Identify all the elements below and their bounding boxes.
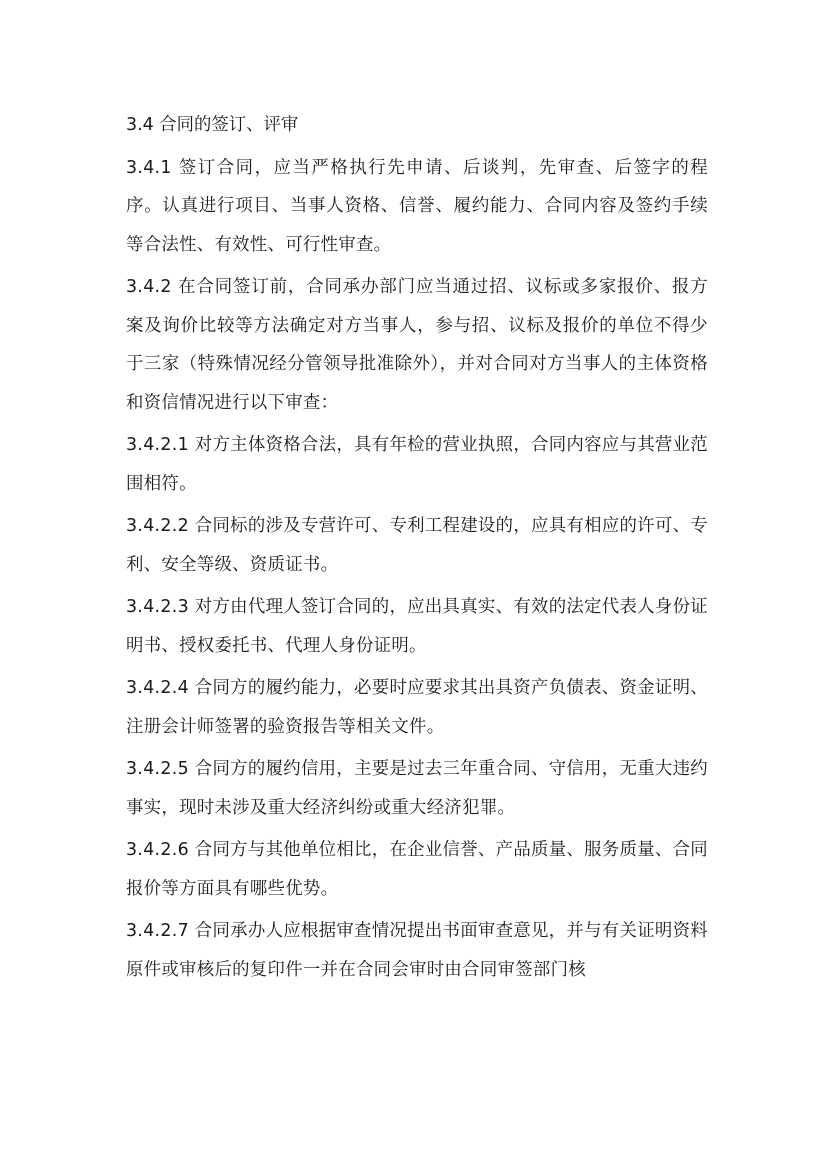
paragraph-3-4-2-5: 3.4.2.5 合同方的履约信用，主要是过去三年重合同、守信用，无重大违约事实，现时未涉及重大经济纠纷或重大经济犯罪。 bbox=[126, 759, 708, 818]
paragraph-3-4-1: 3.4.1 签订合同，应当严格执行先申请、后谈判，先审查、后签字的程序。认真进行项目、当事人资格、信誉、履约能力、合同内容及签约手续等合法性、有效性、可行性审查。 bbox=[126, 157, 708, 255]
paragraph-3-4-2-2: 3.4.2.2 合同标的涉及专营许可、专利工程建设的，应具有相应的许可、专利、安全等级、资质证书。 bbox=[126, 516, 708, 575]
paragraph-3-4-2-7: 3.4.2.7 合同承办人应根据审查情况提出书面审查意见，并与有关证明资料原件或审核后的复印件一并在合同会审时由合同审签部门核 bbox=[126, 921, 708, 980]
paragraph-3-4-2-3: 3.4.2.3 对方由代理人签订合同的，应出具真实、有效的法定代表人身份证明书、授权委托书、代理人身份证明。 bbox=[126, 597, 708, 656]
document-body bbox=[126, 106, 708, 993]
paragraph-3-4-2-1: 3.4.2.1 对方主体资格合法，具有年检的营业执照，合同内容应与其营业范围相符。 bbox=[126, 435, 708, 494]
paragraph-3-4-2: 3.4.2 在合同签订前，合同承办部门应当通过招、议标或多家报价、报方案及询价比较等方法确定对方当事人，参与招、议标及报价的单位不得少于三家（特殊情况经分管领导批准除外），并对合同对方当事人的主体资格和资信情况进行以下审查： bbox=[126, 277, 708, 413]
paragraph-3-4-2-4: 3.4.2.4 合同方的履约能力，必要时应要求其出具资产负债表、资金证明、注册会计师签署的验资报告等相关文件。 bbox=[126, 678, 708, 737]
paragraph-3-4-2-6: 3.4.2.6 合同方与其他单位相比，在企业信誉、产品质量、服务质量、合同报价等方面具有哪些优势。 bbox=[126, 840, 708, 899]
section-heading: 3.4 合同的签订、评审 bbox=[126, 115, 299, 135]
